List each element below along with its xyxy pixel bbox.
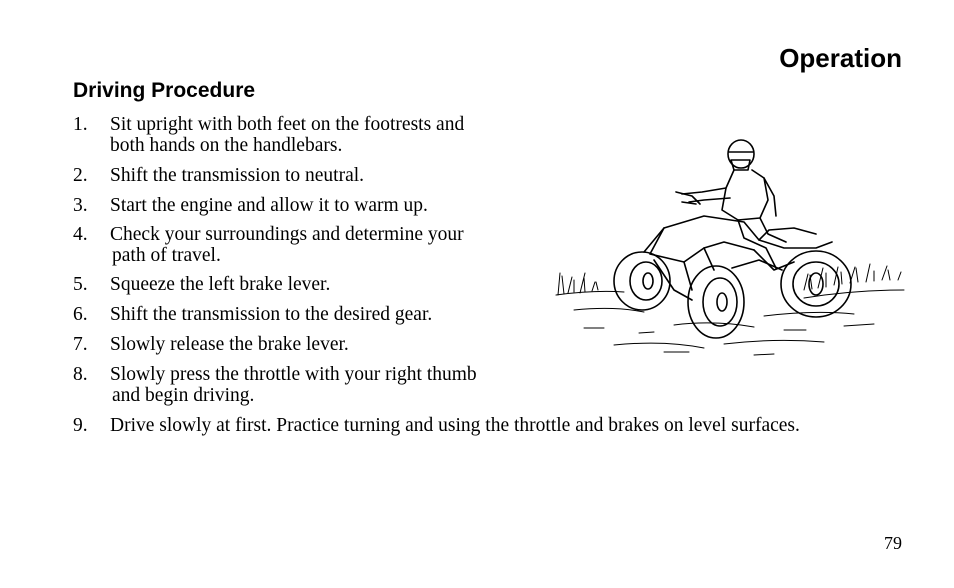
atv-rider-illustration bbox=[554, 130, 906, 364]
front-left-wheel bbox=[614, 252, 670, 310]
step-7 bbox=[73, 334, 349, 355]
page-number: 79 bbox=[884, 533, 902, 553]
step-number: 2. bbox=[73, 165, 88, 186]
step-text-cont: and begin driving. bbox=[112, 385, 255, 406]
step-text: Squeeze the left brake lever. bbox=[110, 274, 331, 295]
step-text: Shift the transmission to neutral. bbox=[110, 165, 365, 186]
step-text: Start the engine and allow it to warm up. bbox=[110, 195, 428, 216]
step-9 bbox=[73, 415, 800, 436]
step-number: 9. bbox=[73, 415, 88, 436]
step-3 bbox=[73, 195, 428, 216]
section-title: Operation bbox=[779, 43, 902, 73]
front-right-wheel bbox=[688, 266, 744, 338]
step-text: Shift the transmission to the desired gear. bbox=[110, 304, 433, 325]
step-5 bbox=[73, 274, 330, 295]
step-6 bbox=[73, 304, 432, 325]
step-number: 6. bbox=[73, 304, 88, 325]
step-number: 1. bbox=[73, 114, 88, 135]
step-text: Sit upright with both feet on the footrests and bbox=[110, 114, 465, 135]
step-text: Drive slowly at first. Practice turning and using the throttle and brakes on level surfaces. bbox=[110, 415, 800, 436]
step-8 bbox=[73, 364, 477, 406]
step-text-cont: both hands on the handlebars. bbox=[110, 135, 343, 156]
rider bbox=[682, 140, 786, 268]
step-number: 8. bbox=[73, 364, 88, 385]
step-text-cont: path of travel. bbox=[112, 245, 221, 266]
rear-wheel bbox=[781, 251, 851, 317]
step-number: 5. bbox=[73, 274, 88, 295]
atv-body bbox=[644, 216, 832, 300]
step-number: 7. bbox=[73, 334, 88, 355]
step-text: Slowly press the throttle with your right thumb bbox=[110, 364, 477, 385]
step-1 bbox=[73, 114, 464, 156]
step-text: Check your surroundings and determine your bbox=[110, 224, 464, 245]
step-number: 4. bbox=[73, 224, 88, 245]
step-text: Slowly release the brake lever. bbox=[110, 334, 349, 355]
grass-right bbox=[804, 264, 901, 290]
step-2 bbox=[73, 165, 364, 186]
step-4 bbox=[73, 224, 464, 266]
step-number: 3. bbox=[73, 195, 88, 216]
procedure-title: Driving Procedure bbox=[73, 79, 256, 102]
